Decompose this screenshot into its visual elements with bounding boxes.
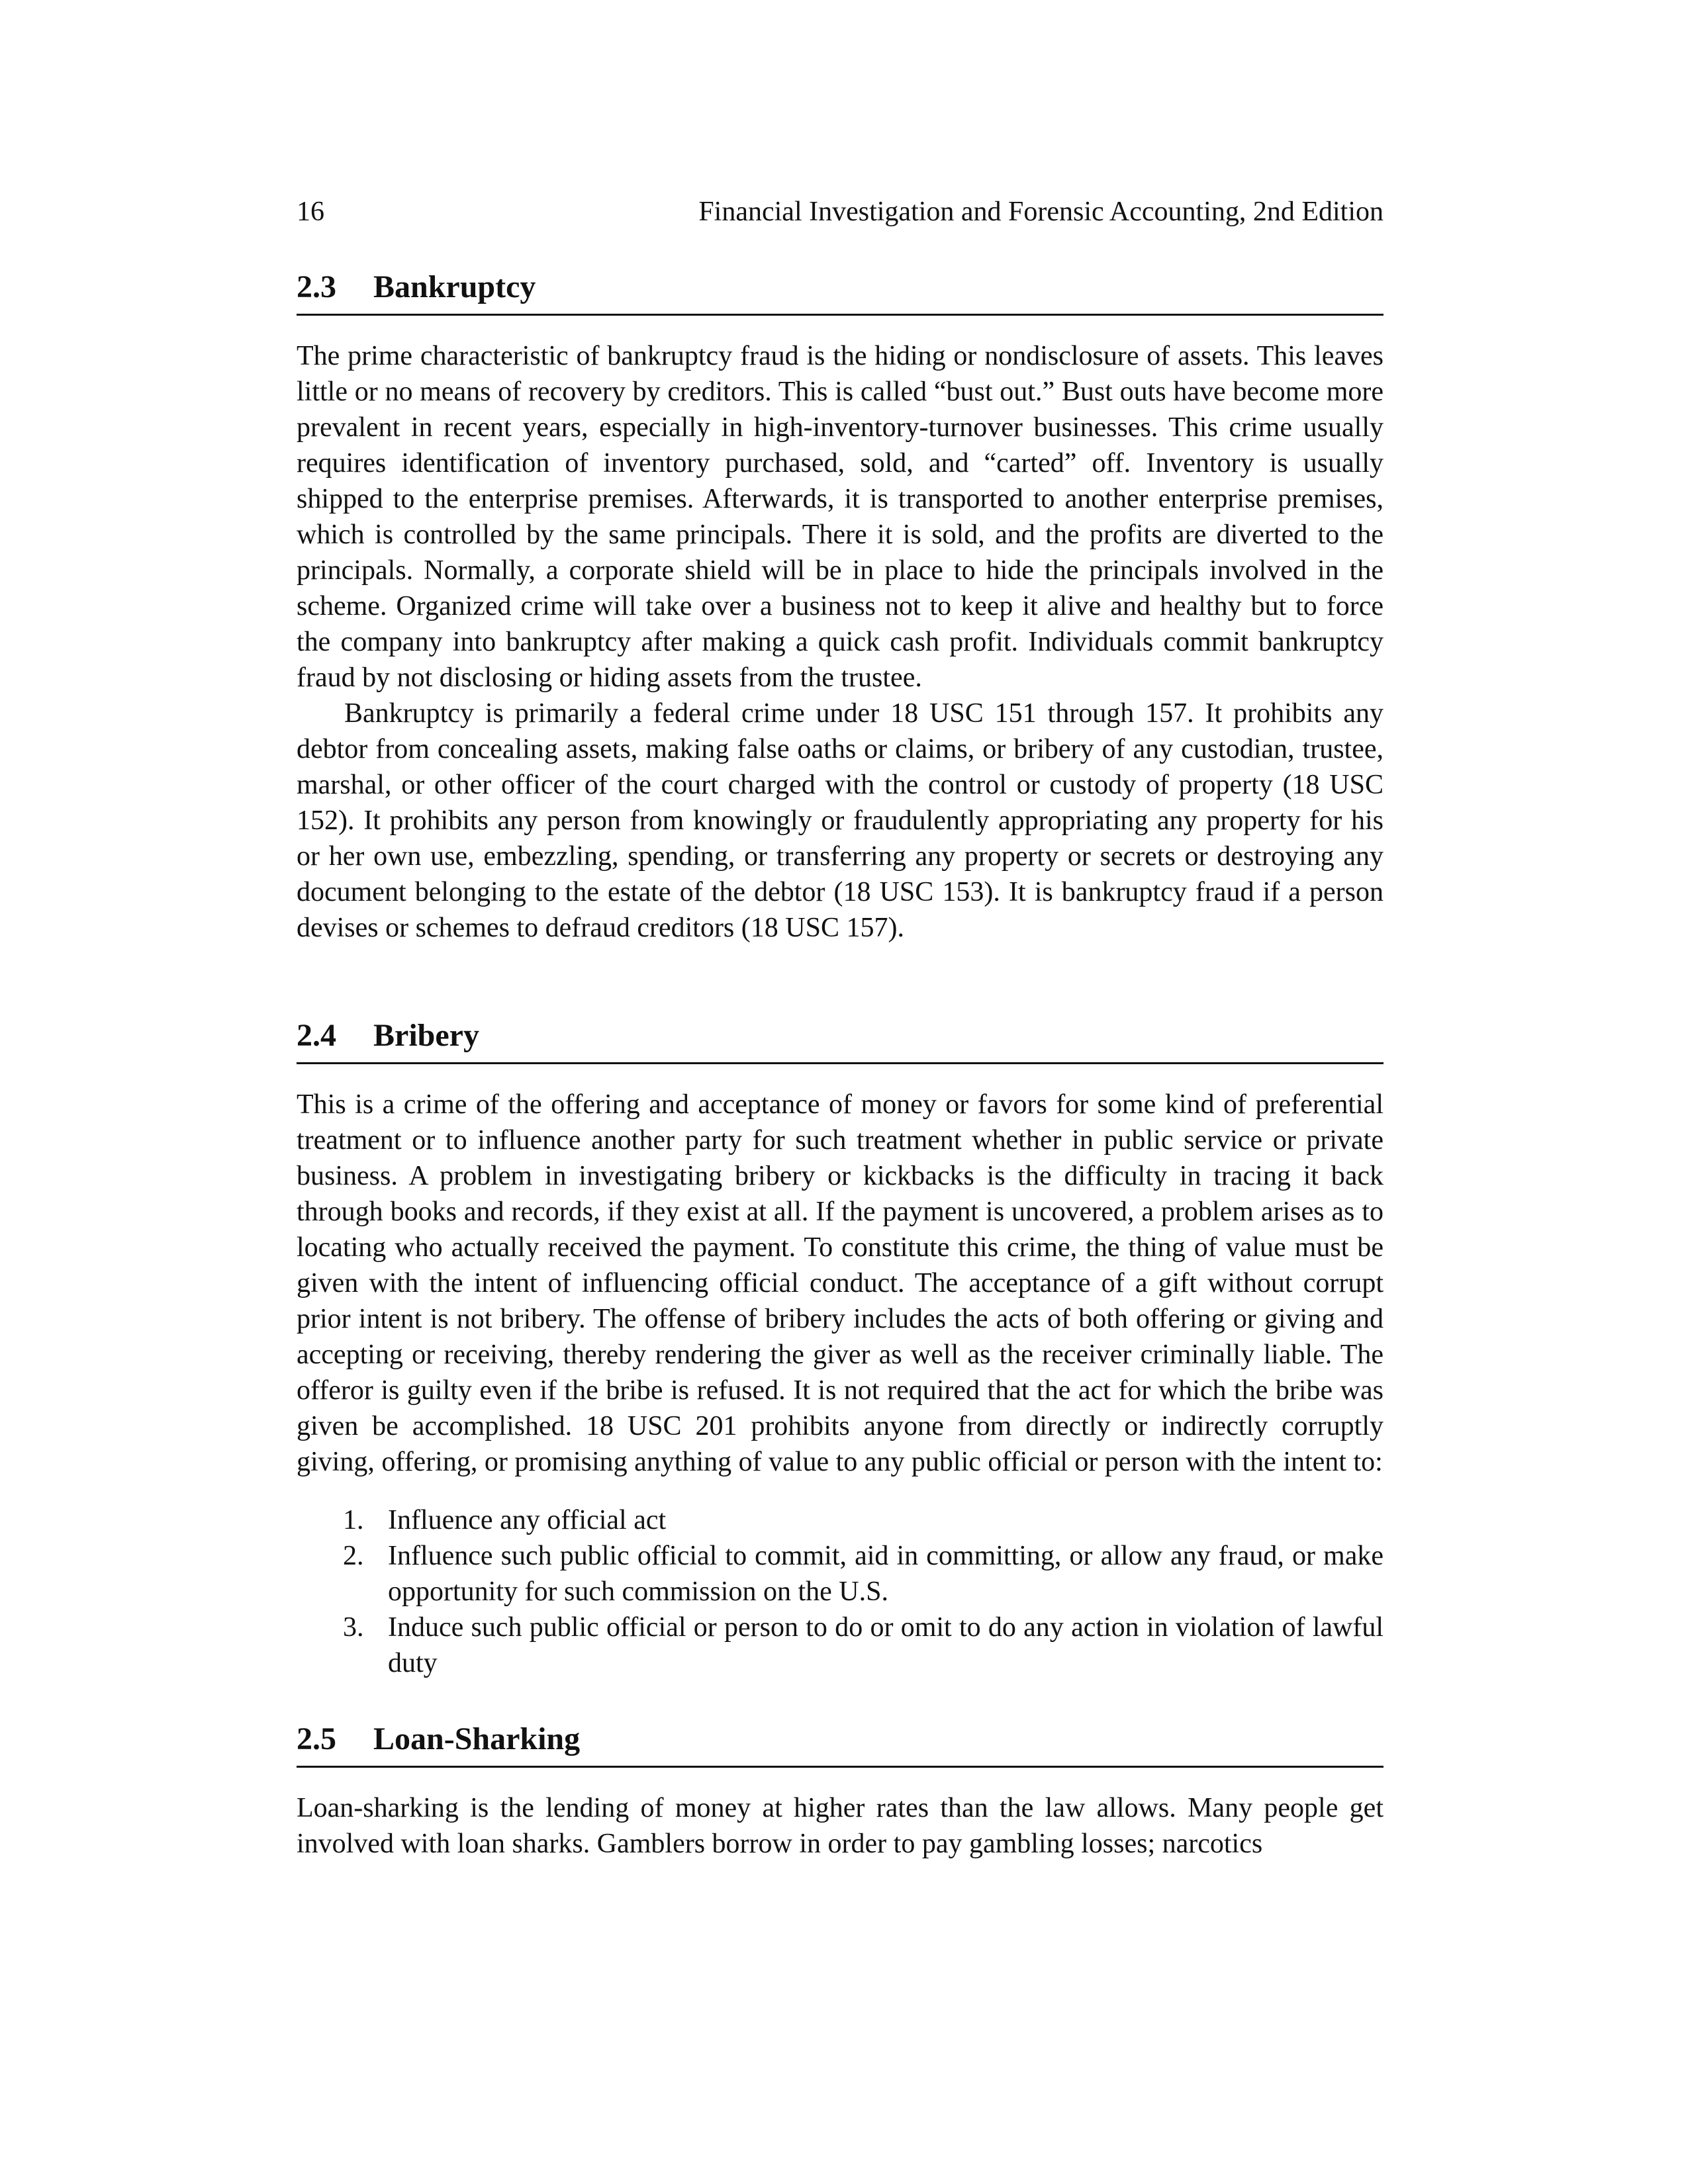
paragraph: This is a crime of the offering and acceptance of money or favors for some kind of preferential treatment or to influence another party for such treatment whether in public service or private business. A problem in investigating bribery or kickbacks is the difficulty in tracing it back through books and records, if they exist at all. If the payment is uncovered, a problem arises as to locating who actually received the payment. To constitute this crime, the thing of value must be given with the intent of influencing official conduct. The acceptance of a gift without corrupt prior intent is not bribery. The offense of bribery includes the acts of both offering or giving and accepting or receiving, thereby rendering the giver as well as the receiver criminally liable. The offeror is guilty even if the bribe is refused. It is not required that the act for which the bribe was given be accomplished. 18 USC 201 prohibits anyone from directly or indirectly corruptly giving, offering, or promising anything of value to any public official or person with the intent to: (297, 1089, 1383, 1477)
list-item (343, 1538, 1383, 1610)
list-marker: 1. (343, 1505, 364, 1535)
document-page (297, 193, 1383, 1862)
paragraph: Bankruptcy is primarily a federal crime under 18 USC 151 through 157. It prohibits any debtor from concealing assets, making false oaths or claims, or bribery of any custodian, trustee, marshal, or other officer of the court charged with the control or custody of property (18 USC 152). It prohibits any person from knowingly or fraudulently appropriating any property for his or her own use, embezzling, spending, or transferring any property or secrets or destroying any document belonging to the estate of the debtor (18 USC 153). It is bankruptcy fraud if a person devises or schemes to defraud creditors (18 USC 157). (297, 698, 1383, 943)
section-title: Bribery (373, 1018, 479, 1053)
running-header (297, 193, 1383, 230)
section-loan-sharking (297, 1721, 1383, 1862)
section-number: 2.3 (297, 269, 336, 304)
list-item-text: Influence such public official to commit, aid in committing, or allow any fraud, or make opportunity for such commission on the U.S. (388, 1541, 1383, 1607)
section-heading (297, 269, 1383, 316)
section-bribery (297, 1017, 1383, 1681)
section-heading (297, 1017, 1383, 1064)
list-marker: 2. (343, 1541, 364, 1571)
paragraph: The prime characteristic of bankruptcy fraud is the hiding or nondisclosure of assets. This leaves little or no means of recovery by creditors. This is called “bust out.” Bust outs have become more prevalent in recent years, especially in high-inventory-turnover businesses. This crime usually requires identification of inventory purchased, sold, and “carted” off. Inventory is usually shipped to the enterprise premises. Afterwards, it is transported to another enterprise premises, which is controlled by the same principals. There it is sold, and the profits are diverted to the principals. Normally, a corporate shield will be in place to hide the principals involved in the scheme. Organized crime will take over a business not to keep it alive and healthy but to force the company into bankruptcy after making a quick cash profit. Individuals commit bankruptcy fraud by not disclosing or hiding assets from the trustee. (297, 341, 1383, 693)
section-heading (297, 1721, 1383, 1768)
list-item (343, 1610, 1383, 1681)
section-bankruptcy (297, 269, 1383, 946)
section-number: 2.5 (297, 1721, 336, 1756)
paragraph: Loan-sharking is the lending of money at higher rates than the law allows. Many people get involved with loan sharks. Gamblers borrow in order to pay gambling losses; narcotics (297, 1793, 1383, 1859)
numbered-list (297, 1502, 1383, 1681)
section-title: Loan-Sharking (373, 1721, 581, 1756)
section-number: 2.4 (297, 1018, 336, 1053)
section-title: Bankruptcy (373, 269, 536, 304)
list-item (343, 1502, 1383, 1538)
page-number: 16 (297, 197, 324, 227)
list-marker: 3. (343, 1612, 364, 1643)
book-title: Financial Investigation and Forensic Accounting, 2nd Edition (698, 197, 1383, 227)
list-item-text: Induce such public official or person to do or omit to do any action in violation of lawful duty (388, 1612, 1383, 1678)
list-item-text: Influence any official act (388, 1505, 667, 1535)
